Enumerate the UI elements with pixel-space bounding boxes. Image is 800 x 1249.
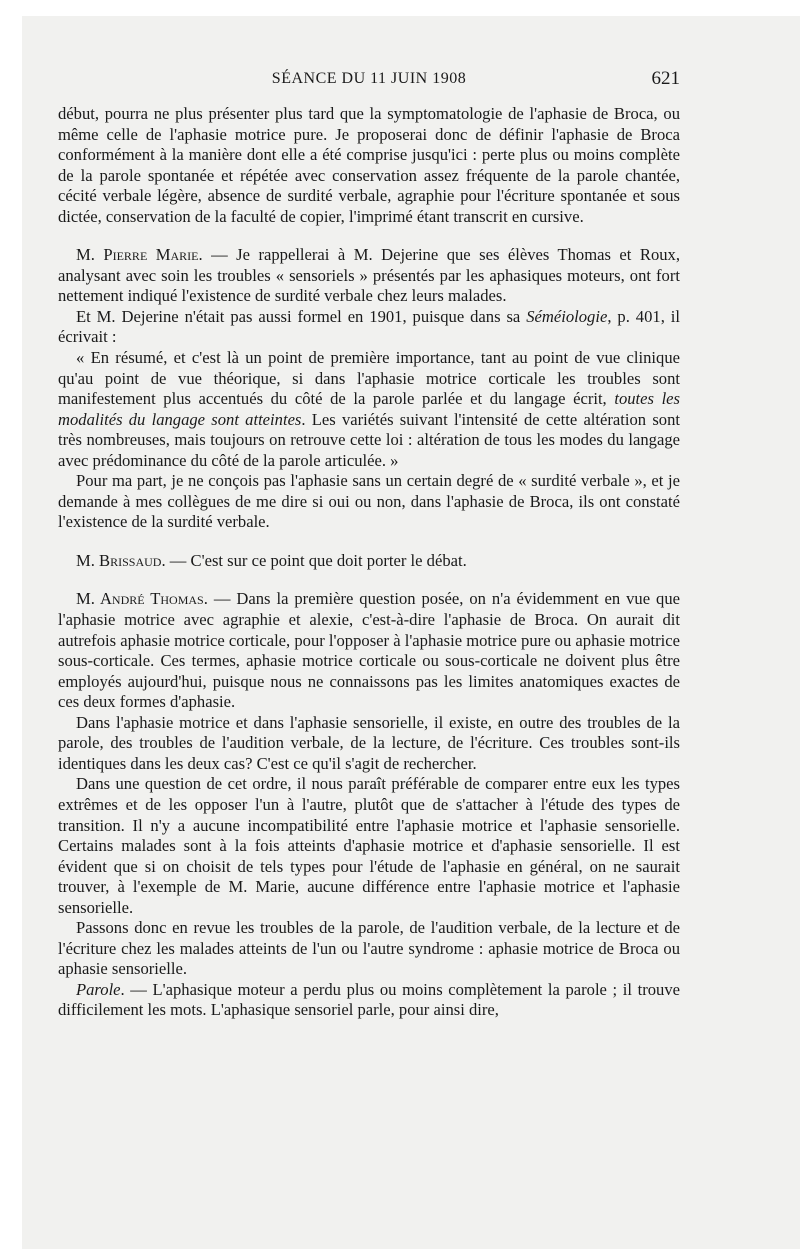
paragraph-text: — Je rappellerai à M. Dejerine que ses élèves Thomas et Roux, analysant avec soin les troubles « sensoriels » présentés par les aphasiques moteurs, ont fort nettement indiqué l'existence de surdité verbale chez leurs malades. (58, 245, 680, 306)
paragraph-text: Et M. Dejerine n'était pas aussi formel en 1901, puisque dans sa (76, 306, 527, 326)
body-text (58, 104, 680, 1021)
speaker-name: M. Pierre Marie. (76, 245, 203, 265)
scan-margin-left (0, 0, 22, 1249)
speaker-name: M. André Thomas. (76, 589, 208, 609)
italic-emphasis: toutes les modalités du langage sont atteintes (58, 389, 681, 429)
paragraph-text: — Dans la première question posée, on n'a évidemment en vue que l'aphasie motrice avec agraphie et alexie, c'est-à-dire l'aphasie de Broca. On aurait dit autrefois aphasie motrice corticale, pour l'opposer à l'aphasie motrice pure ou aphasie motrice sous-corticale. Ces termes, aphasie motrice corticale ou sous-corticale ne doivent plus être employés aujourd'hui, puisque nous ne connaissons pas les limites anatomiques exactes de ces deux formes d'aphasie. (58, 589, 681, 712)
paragraph-text: « En résumé, et c'est là un point de première importance, tant au point de vue clinique qu'au point de vue théorique, si dans l'aphasie motrice corticale les troubles sont manifestement plus accentués du côté de la parole parlée et du langage écrit, (58, 348, 680, 409)
page-header (58, 64, 680, 94)
paragraph-brissaud (58, 551, 680, 572)
paragraph-andre-thomas (58, 589, 680, 712)
paragraph-text: — C'est sur ce point que doit porter le débat. (165, 550, 467, 570)
page-number: 621 (651, 68, 680, 89)
paragraph-troubles: Dans l'aphasie motrice et dans l'aphasie sensorielle, il existe, en outre des troubles de la parole, des troubles de l'audition verbale, de la lecture, de l'écriture. Ces troubles sont-ils identiques dans les deux cas? C'est ce qu'il s'agit de rechercher. (58, 712, 680, 773)
scan-margin-top (0, 0, 800, 16)
paragraph-types-extremes: Dans une question de cet ordre, il nous paraît préférable de comparer entre eux les types extrêmes et de les opposer l'un à l'autre, plutôt que de s'attacher à l'étude des types de transition. Il n'y a aucune incompatibilité entre l'aphasie motrice et l'aphasie sensorielle. Certains malades sont à la fois atteints d'aphasie motrice et d'aphasie sensorielle. Il est évident que si on choisit de tels types pour l'étude de l'aphasie en général, on ne saurait trouver, à l'exemple de M. Marie, aucune différence entre l'aphasie motrice et l'aphasie sensorielle. (58, 774, 680, 917)
section-heading: Parole (76, 979, 121, 999)
paragraph-passons: Passons donc en revue les troubles de la parole, de l'audition verbale, de la lecture et de l'écriture chez les malades atteints de l'un ou l'autre syndrome : aphasie motrice de Broca ou aphasie sensorielle. (58, 918, 680, 979)
running-title: SÉANCE DU 11 JUIN 1908 (271, 70, 467, 87)
italic-title: Séméiologie (526, 306, 608, 326)
paragraph-text: , p. 401, il écrivait : (58, 306, 680, 347)
paragraph-continuation: début, pourra ne plus présenter plus tard que la symptomatologie de l'aphasie de Broca, ou même celle de l'aphasie motrice pure. Je proposerai donc de définir l'aphasie de Broca conformément à la manière dont elle a été comprise jusqu'ici : perte plus ou moins complète de la parole spontanée et répétée avec conservation assez fréquente de la parole chantée, cécité verbale légère, absence de surdité verbale, agraphie pour l'écriture spontanée et sous dictée, conservation de la faculté de copier, l'imprimé étant transcrit en cursive. (58, 104, 680, 226)
paragraph-pierre-marie (58, 245, 680, 307)
paragraph-text: . Les variétés suivant l'intensité de cette altération sont très nombreuses, mais toujours on retrouve cette loi : altération de tous les modes du langage avec prédominance du côté de la parole articulée. » (58, 409, 680, 470)
paragraph-surdite-verbale: Pour ma part, je ne conçois pas l'aphasie sans un certain degré de « surdité verbale », et je demande à mes collègues de me dire si oui ou non, dans l'aphasie de Broca, ils ont constaté l'existence de la surdité verbale. (58, 471, 680, 532)
speaker-name: M. Brissaud. (76, 550, 166, 570)
paragraph-text: . — L'aphasique moteur a perdu plus ou moins complètement la parole ; il trouve difficilement les mots. L'aphasique sensoriel parle, pour ainsi dire, (58, 979, 680, 1020)
paragraph-parole (58, 980, 680, 1021)
paragraph-quotation (58, 348, 680, 471)
paragraph-dejerine-1901 (58, 307, 680, 348)
